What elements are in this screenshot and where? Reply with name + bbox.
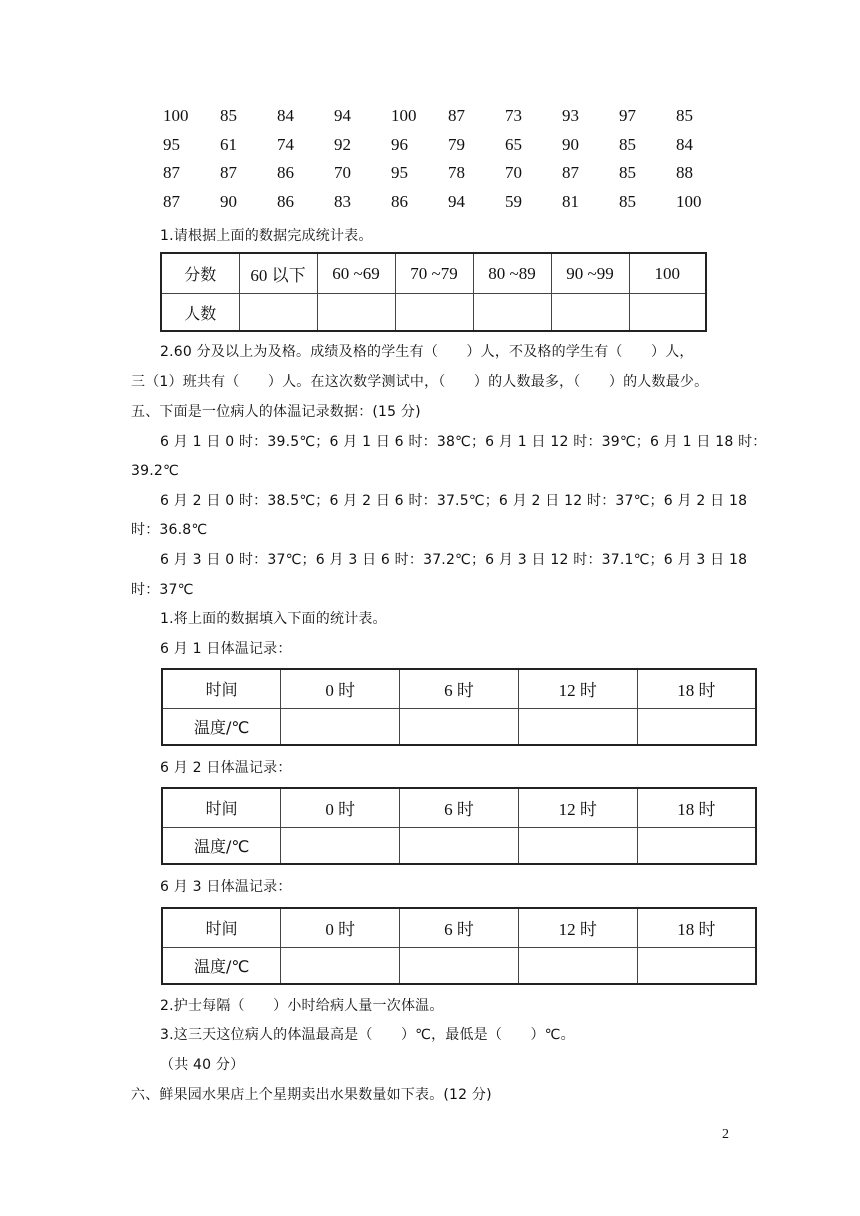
question-nurse-interval: 2.护士每隔（ ）小时给病人量一次体温。 xyxy=(160,998,444,1014)
hour-header: 6 时 xyxy=(400,788,519,827)
score-row xyxy=(163,102,733,131)
range-header: 60 ~69 xyxy=(317,253,395,294)
range-header: 80 ~89 xyxy=(473,253,551,294)
score-cell: 85 xyxy=(619,134,636,154)
answer-cell[interactable] xyxy=(551,294,629,331)
score-cell: 87 xyxy=(163,163,180,183)
table-row xyxy=(162,708,756,745)
table-header-row xyxy=(162,788,756,827)
score-data-grid xyxy=(163,102,733,216)
answer-cell[interactable] xyxy=(629,294,706,331)
score-cell: 79 xyxy=(448,134,465,154)
answer-cell[interactable] xyxy=(317,294,395,331)
hour-header: 12 时 xyxy=(518,908,637,947)
score-cell: 90 xyxy=(220,191,237,211)
total-points: （共 40 分） xyxy=(160,1057,245,1073)
score-cell: 81 xyxy=(562,191,579,211)
fill-instruction: 1.将上面的数据填入下面的统计表。 xyxy=(160,611,387,627)
answer-cell[interactable] xyxy=(281,947,400,984)
day-1-data-line-1: 6 月 1 日 0 时：39.5℃；6 月 1 日 6 时：38℃；6 月 1 日 12 时：39℃；6 月 1 日 18 时： xyxy=(160,434,767,450)
section-5-title: 五、下面是一位病人的体温记录数据：(15 分) xyxy=(131,404,421,420)
score-cell: 92 xyxy=(334,134,351,154)
question-max-min-temperature: 3.这三天这位病人的体温最高是（ ）℃，最低是（ ）℃。 xyxy=(160,1027,575,1043)
page-number: 2 xyxy=(722,1127,729,1142)
temperature-label: 温度/℃ xyxy=(162,947,281,984)
score-cell: 86 xyxy=(391,191,408,211)
answer-cell[interactable] xyxy=(281,827,400,864)
score-cell: 94 xyxy=(448,191,465,211)
answer-cell[interactable] xyxy=(395,294,473,331)
score-cell: 84 xyxy=(277,106,294,126)
hour-header: 18 时 xyxy=(637,788,756,827)
time-label: 时间 xyxy=(162,788,281,827)
answer-cell[interactable] xyxy=(400,947,519,984)
score-cell: 94 xyxy=(334,106,351,126)
day-1-data-line-2: 39.2℃ xyxy=(131,463,179,479)
question-1-text: 1.请根据上面的数据完成统计表。 xyxy=(160,228,373,244)
score-cell: 86 xyxy=(277,163,294,183)
score-row xyxy=(163,159,733,188)
score-cell: 85 xyxy=(619,163,636,183)
score-cell: 88 xyxy=(676,163,693,183)
score-row xyxy=(163,131,733,160)
table-1-caption: 6 月 1 日体温记录： xyxy=(160,641,292,657)
temperature-table-day-3 xyxy=(161,907,757,985)
score-cell: 100 xyxy=(391,106,417,126)
range-header: 90 ~99 xyxy=(551,253,629,294)
temperature-label: 温度/℃ xyxy=(162,708,281,745)
hour-header: 0 时 xyxy=(281,788,400,827)
row-label-score: 分数 xyxy=(161,253,239,294)
table-2-caption: 6 月 2 日体温记录： xyxy=(160,760,292,776)
answer-cell[interactable] xyxy=(637,947,756,984)
answer-cell[interactable] xyxy=(400,827,519,864)
table-3-caption: 6 月 3 日体温记录： xyxy=(160,879,292,895)
answer-cell[interactable] xyxy=(637,708,756,745)
answer-cell[interactable] xyxy=(637,827,756,864)
hour-header: 18 时 xyxy=(637,669,756,708)
time-label: 时间 xyxy=(162,669,281,708)
score-cell: 93 xyxy=(562,106,579,126)
table-row xyxy=(162,947,756,984)
score-cell: 87 xyxy=(562,163,579,183)
answer-cell[interactable] xyxy=(281,708,400,745)
table-header-row xyxy=(161,253,706,294)
score-cell: 73 xyxy=(505,106,522,126)
table-header-row xyxy=(162,908,756,947)
hour-header: 6 时 xyxy=(400,669,519,708)
hour-header: 0 时 xyxy=(281,669,400,708)
temperature-table-day-1 xyxy=(161,668,757,746)
range-header: 60 以下 xyxy=(239,253,317,294)
score-cell: 78 xyxy=(448,163,465,183)
score-distribution-table xyxy=(160,252,707,332)
score-cell: 87 xyxy=(163,191,180,211)
score-cell: 59 xyxy=(505,191,522,211)
score-cell: 65 xyxy=(505,134,522,154)
score-cell: 61 xyxy=(220,134,237,154)
hour-header: 12 时 xyxy=(518,669,637,708)
score-cell: 70 xyxy=(334,163,351,183)
temperature-label: 温度/℃ xyxy=(162,827,281,864)
question-2-line-1: 2.60 分及以上为及格。成绩及格的学生有（ ）人，不及格的学生有（ ）人， xyxy=(160,344,694,360)
time-label: 时间 xyxy=(162,908,281,947)
answer-cell[interactable] xyxy=(518,827,637,864)
score-cell: 95 xyxy=(391,163,408,183)
score-cell: 83 xyxy=(334,191,351,211)
score-cell: 100 xyxy=(163,106,189,126)
score-row xyxy=(163,188,733,217)
section-6-title: 六、鲜果园水果店上个星期卖出水果数量如下表。(12 分) xyxy=(131,1087,492,1103)
range-header: 70 ~79 xyxy=(395,253,473,294)
score-cell: 85 xyxy=(220,106,237,126)
day-3-data-line-1: 6 月 3 日 0 时：37℃；6 月 3 日 6 时：37.2℃；6 月 3 日 12 时：37.1℃；6 月 3 日 18 xyxy=(160,552,748,568)
score-cell: 70 xyxy=(505,163,522,183)
score-cell: 85 xyxy=(619,191,636,211)
answer-cell[interactable] xyxy=(473,294,551,331)
table-row xyxy=(161,294,706,331)
score-cell: 97 xyxy=(619,106,636,126)
score-cell: 90 xyxy=(562,134,579,154)
day-2-data-line-2: 时：36.8℃ xyxy=(131,522,208,538)
answer-cell[interactable] xyxy=(239,294,317,331)
hour-header: 6 时 xyxy=(400,908,519,947)
score-cell: 96 xyxy=(391,134,408,154)
day-3-data-line-2: 时：37℃ xyxy=(131,582,194,598)
score-cell: 86 xyxy=(277,191,294,211)
day-2-data-line-1: 6 月 2 日 0 时：38.5℃；6 月 2 日 6 时：37.5℃；6 月 2 日 12 时：37℃；6 月 2 日 18 xyxy=(160,493,748,509)
table-row xyxy=(162,827,756,864)
score-cell: 87 xyxy=(448,106,465,126)
table-header-row xyxy=(162,669,756,708)
hour-header: 12 时 xyxy=(518,788,637,827)
score-cell: 100 xyxy=(676,191,702,211)
score-cell: 95 xyxy=(163,134,180,154)
hour-header: 0 时 xyxy=(281,908,400,947)
answer-cell[interactable] xyxy=(518,947,637,984)
score-cell: 74 xyxy=(277,134,294,154)
row-label-count: 人数 xyxy=(161,294,239,331)
range-header: 100 xyxy=(629,253,706,294)
question-2-line-2: 三（1）班共有（ ）人。在这次数学测试中，（ ）的人数最多，（ ）的人数最少。 xyxy=(131,374,709,390)
score-cell: 84 xyxy=(676,134,693,154)
answer-cell[interactable] xyxy=(400,708,519,745)
answer-cell[interactable] xyxy=(518,708,637,745)
score-cell: 85 xyxy=(676,106,693,126)
temperature-table-day-2 xyxy=(161,787,757,865)
hour-header: 18 时 xyxy=(637,908,756,947)
score-cell: 87 xyxy=(220,163,237,183)
